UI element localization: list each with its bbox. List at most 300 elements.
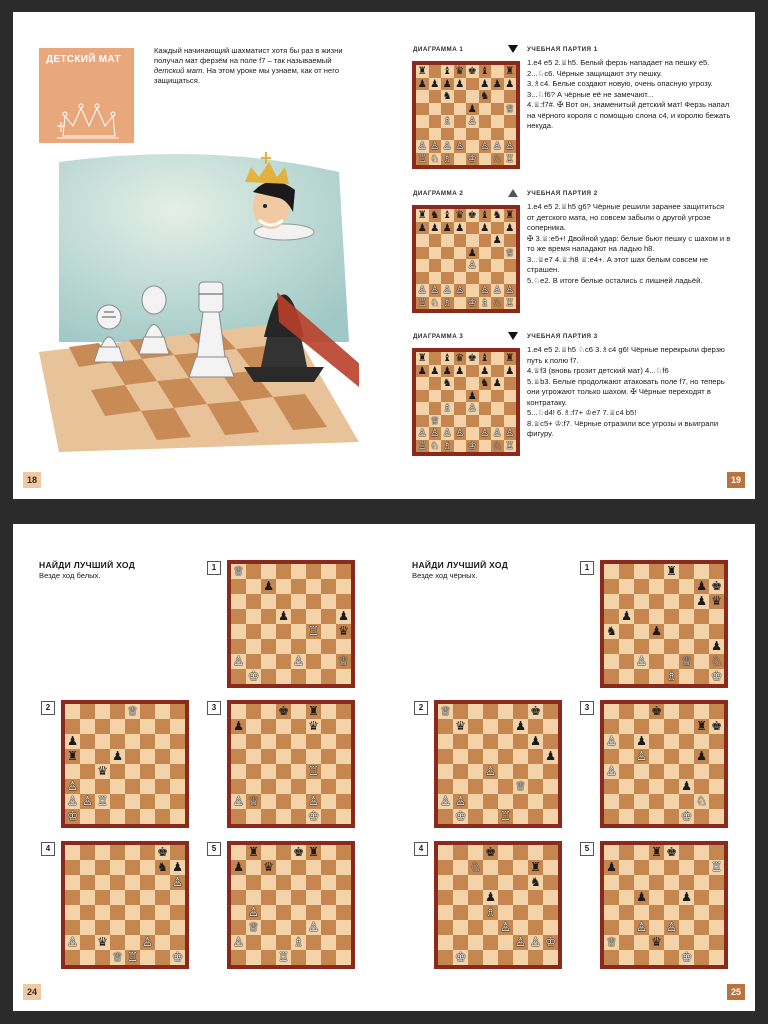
board-square [125,920,140,935]
board-square [604,950,619,965]
board-square [416,259,429,272]
white-pawn-icon: ♙ [430,284,440,297]
white-queen-icon: ♕ [126,704,139,719]
board-square [438,734,453,749]
black-king-icon: ♚ [292,845,305,860]
board-square [649,639,664,654]
diagram-label: ДИАГРАММА 1 [413,46,464,53]
board-square [95,794,110,809]
board-square [543,935,558,950]
board-square [336,779,351,794]
board-square [261,654,276,669]
board-square [619,764,634,779]
board-square [491,128,504,141]
diagram-label: ДИАГРАММА 2 [413,190,464,197]
white-knight-icon: ♘ [469,860,482,875]
board-square [110,749,125,764]
board-square [491,153,504,166]
board-square [483,860,498,875]
white-knight-icon: ♘ [430,296,440,309]
board-square [466,259,479,272]
board-square [140,905,155,920]
board-square [454,365,467,378]
board-square [694,669,709,684]
board-square [679,920,694,935]
white-queen-icon: ♕ [505,102,515,115]
board-square [454,140,467,153]
black-pawn-icon: ♟ [455,364,465,377]
board-square [709,905,724,920]
board-square [321,890,336,905]
board-square [679,654,694,669]
white-pawn-icon: ♙ [635,749,648,764]
black-pawn-icon: ♟ [277,609,290,624]
board-square [110,704,125,719]
board-square [80,845,95,860]
board-square [65,764,80,779]
board-square [336,579,351,594]
black-pawn-icon: ♟ [680,890,693,905]
board-square [261,935,276,950]
board-square [664,860,679,875]
white-pawn-icon: ♙ [505,140,515,153]
board-square [336,594,351,609]
board-square [479,427,492,440]
board-square [543,734,558,749]
board-square [291,654,306,669]
board-square [276,594,291,609]
board-square [306,779,321,794]
board-square [291,579,306,594]
board-square [80,749,95,764]
black-queen-icon: ♛ [337,624,350,639]
board-square [649,809,664,824]
board-square [65,905,80,920]
board-square [466,234,479,247]
board-square [80,950,95,965]
board-square [416,153,429,166]
board-square [468,935,483,950]
board-square [441,234,454,247]
board-square [110,794,125,809]
white-pawn-icon: ♙ [455,284,465,297]
black-rook-icon: ♜ [665,564,678,579]
board-square [498,875,513,890]
board-square [528,779,543,794]
board-square [416,390,429,403]
board-square [140,749,155,764]
board-square [694,920,709,935]
lesson-title: ДЕТСКИЙ МАТ [46,54,121,65]
board-square [649,794,664,809]
black-pawn-icon: ♟ [430,221,440,234]
white-queen-icon: ♕ [232,564,245,579]
board-square [429,390,442,403]
board-square [679,609,694,624]
board-square [649,734,664,749]
board-square [543,794,558,809]
board-square [246,654,261,669]
board-square [110,950,125,965]
black-knight-icon: ♞ [442,377,452,390]
board-square [261,749,276,764]
white-queen-icon: ♕ [505,246,515,259]
board-square [479,415,492,428]
board-square [306,639,321,654]
board-square [438,950,453,965]
white-pawn-icon: ♙ [232,794,245,809]
board-square [261,920,276,935]
white-pawn-icon: ♙ [480,140,490,153]
board-square [231,860,246,875]
board-square [468,860,483,875]
board-square [276,809,291,824]
board-square [306,749,321,764]
puzzle-number: 4 [414,842,428,856]
board-square [321,875,336,890]
board-square [80,719,95,734]
white-rook-icon: ♖ [499,809,512,824]
white-rook-icon: ♖ [710,860,723,875]
board-square [246,734,261,749]
right-puzzle-board-1 [600,560,728,688]
board-square [95,905,110,920]
board-square [479,440,492,453]
board-square [95,809,110,824]
black-pawn-icon: ♟ [467,246,477,259]
white-king-icon: ♔ [467,439,477,452]
board-square [261,905,276,920]
board-square [306,890,321,905]
black-king-icon: ♚ [467,209,477,222]
board-square [261,875,276,890]
white-pawn-icon: ♙ [484,764,497,779]
board-square [438,875,453,890]
board-square [619,920,634,935]
board-square [498,719,513,734]
board-square [468,905,483,920]
board-square [276,935,291,950]
board-square [155,764,170,779]
white-king-icon: ♔ [467,296,477,309]
board-square [468,845,483,860]
board-square [140,809,155,824]
white-rook-icon: ♖ [126,950,139,965]
board-square [155,749,170,764]
board-square [504,390,517,403]
board-square [479,153,492,166]
board-square [491,65,504,78]
board-square [709,935,724,950]
board-square [694,950,709,965]
board-square [276,920,291,935]
board-square [336,704,351,719]
game-title: УЧЕБНАЯ ПАРТИЯ 2 [527,190,598,197]
board-square [498,749,513,764]
board-square [513,794,528,809]
white-rook-icon: ♖ [307,624,320,639]
white-pawn-icon: ♙ [635,920,648,935]
board-square [466,272,479,285]
board-square [649,920,664,935]
white-queen-icon: ♕ [430,414,440,427]
board-square [429,415,442,428]
board-square [479,402,492,415]
board-square [543,920,558,935]
board-square [709,764,724,779]
board-square [246,719,261,734]
board-square [709,609,724,624]
black-king-icon: ♚ [650,704,663,719]
board-square [276,845,291,860]
white-bishop-icon: ♗ [442,115,452,128]
board-square [664,734,679,749]
board-square [528,809,543,824]
board-square [95,950,110,965]
board-square [634,624,649,639]
board-square [454,402,467,415]
board-square [65,875,80,890]
right-section-title: НАЙДИ ЛУЧШИЙ ХОД [412,560,509,570]
black-king-icon: ♚ [710,719,723,734]
board-square [441,415,454,428]
white-knight-icon: ♘ [492,439,502,452]
black-rook-icon: ♜ [417,352,427,365]
board-square [709,654,724,669]
board-square [694,794,709,809]
board-square [80,875,95,890]
board-square [261,950,276,965]
board-square [504,415,517,428]
board-square [416,365,429,378]
board-square [453,920,468,935]
board-square [321,669,336,684]
board-square [504,272,517,285]
board-square [664,654,679,669]
board-square [441,297,454,310]
puzzle-number: 5 [207,842,221,856]
board-square [80,794,95,809]
black-rook-icon: ♜ [505,209,515,222]
board-square [694,579,709,594]
board-square [438,704,453,719]
board-square [513,860,528,875]
board-square [483,935,498,950]
white-bishop-icon: ♗ [480,296,490,309]
white-king-icon: ♔ [307,809,320,824]
board-square [649,564,664,579]
white-pawn-icon: ♙ [499,920,512,935]
board-square [491,284,504,297]
board-square [634,779,649,794]
black-queen-icon: ♛ [454,719,467,734]
board-square [276,860,291,875]
board-square [336,860,351,875]
board-square [664,809,679,824]
board-square [416,402,429,415]
board-square [634,935,649,950]
board-square [155,935,170,950]
board-square [110,764,125,779]
board-square [110,905,125,920]
puzzle-number: 5 [580,842,594,856]
board-square [453,779,468,794]
board-square [709,890,724,905]
board-square [479,209,492,222]
white-king-icon: ♔ [680,809,693,824]
black-pawn-icon: ♟ [635,890,648,905]
black-pawn-icon: ♟ [529,734,542,749]
board-square [604,920,619,935]
board-square [528,860,543,875]
board-square [65,794,80,809]
board-square [276,875,291,890]
board-square [454,440,467,453]
board-square [441,390,454,403]
board-square [438,920,453,935]
board-square [125,860,140,875]
board-square [466,284,479,297]
board-square [504,377,517,390]
board-square [95,779,110,794]
board-square [619,594,634,609]
board-square [276,734,291,749]
board-square [453,935,468,950]
board-square [504,247,517,260]
board-square [694,809,709,824]
board-square [110,875,125,890]
board-square [498,704,513,719]
board-square [528,935,543,950]
board-square [664,669,679,684]
board-square [483,719,498,734]
white-knight-icon: ♘ [695,794,708,809]
board-square [95,860,110,875]
board-square [246,749,261,764]
black-pawn-icon: ♟ [620,609,633,624]
board-square [306,594,321,609]
board-square [95,845,110,860]
board-square [65,890,80,905]
board-square [634,609,649,624]
board-square [441,352,454,365]
black-queen-icon: ♛ [96,935,109,950]
board-square [679,860,694,875]
white-queen-icon: ♕ [605,935,618,950]
board-square [291,905,306,920]
board-square [634,845,649,860]
board-square [140,734,155,749]
board-square [276,719,291,734]
board-square [276,579,291,594]
white-pawn-icon: ♙ [467,259,477,272]
board-square [231,579,246,594]
black-pawn-icon: ♟ [417,77,427,90]
board-square [649,749,664,764]
board-square [65,734,80,749]
board-square [291,749,306,764]
board-square [429,115,442,128]
board-square [491,415,504,428]
board-square [170,764,185,779]
board-square [110,920,125,935]
board-square [246,624,261,639]
board-square [306,564,321,579]
board-square [491,377,504,390]
board-square [231,809,246,824]
board-square [261,704,276,719]
board-square [416,128,429,141]
black-rook-icon: ♜ [529,860,542,875]
board-square [140,860,155,875]
board-square [429,365,442,378]
white-rook-icon: ♖ [417,152,427,165]
board-square [80,764,95,779]
board-square [416,78,429,91]
black-pawn-icon: ♟ [232,719,245,734]
black-rook-icon: ♜ [695,719,708,734]
board-square [170,779,185,794]
board-square [453,734,468,749]
board-square [498,734,513,749]
board-square [231,920,246,935]
board-square [513,890,528,905]
board-square [454,352,467,365]
board-square [483,734,498,749]
board-square [155,920,170,935]
board-square [504,103,517,116]
board-square [429,297,442,310]
board-square [679,719,694,734]
board-square [429,234,442,247]
board-square [694,624,709,639]
white-queen-icon: ♕ [514,779,527,794]
board-square [466,103,479,116]
board-square [528,719,543,734]
board-square [513,779,528,794]
left-section-subtitle: Везде ход белых. [39,571,101,580]
board-square [231,719,246,734]
board-square [679,704,694,719]
white-pawn-icon: ♙ [480,427,490,440]
board-square [619,890,634,905]
board-square [491,390,504,403]
chessboard-diagram-2 [412,205,520,313]
board-square [261,594,276,609]
board-square [604,704,619,719]
white-pawn-icon: ♙ [514,935,527,950]
board-square [466,222,479,235]
board-square [276,624,291,639]
board-square [246,905,261,920]
board-square [441,65,454,78]
game-title: УЧЕБНАЯ ПАРТИЯ 3 [527,333,598,340]
black-to-move-icon [508,332,518,340]
white-bishop-icon: ♗ [442,152,452,165]
board-square [694,639,709,654]
black-rook-icon: ♜ [505,65,515,78]
white-king-icon: ♔ [467,152,477,165]
board-square [619,609,634,624]
board-square [291,669,306,684]
board-square [110,860,125,875]
board-square [479,140,492,153]
board-square [619,749,634,764]
board-square [468,764,483,779]
board-square [504,209,517,222]
board-square [454,90,467,103]
right-puzzle-board-4 [434,841,562,969]
